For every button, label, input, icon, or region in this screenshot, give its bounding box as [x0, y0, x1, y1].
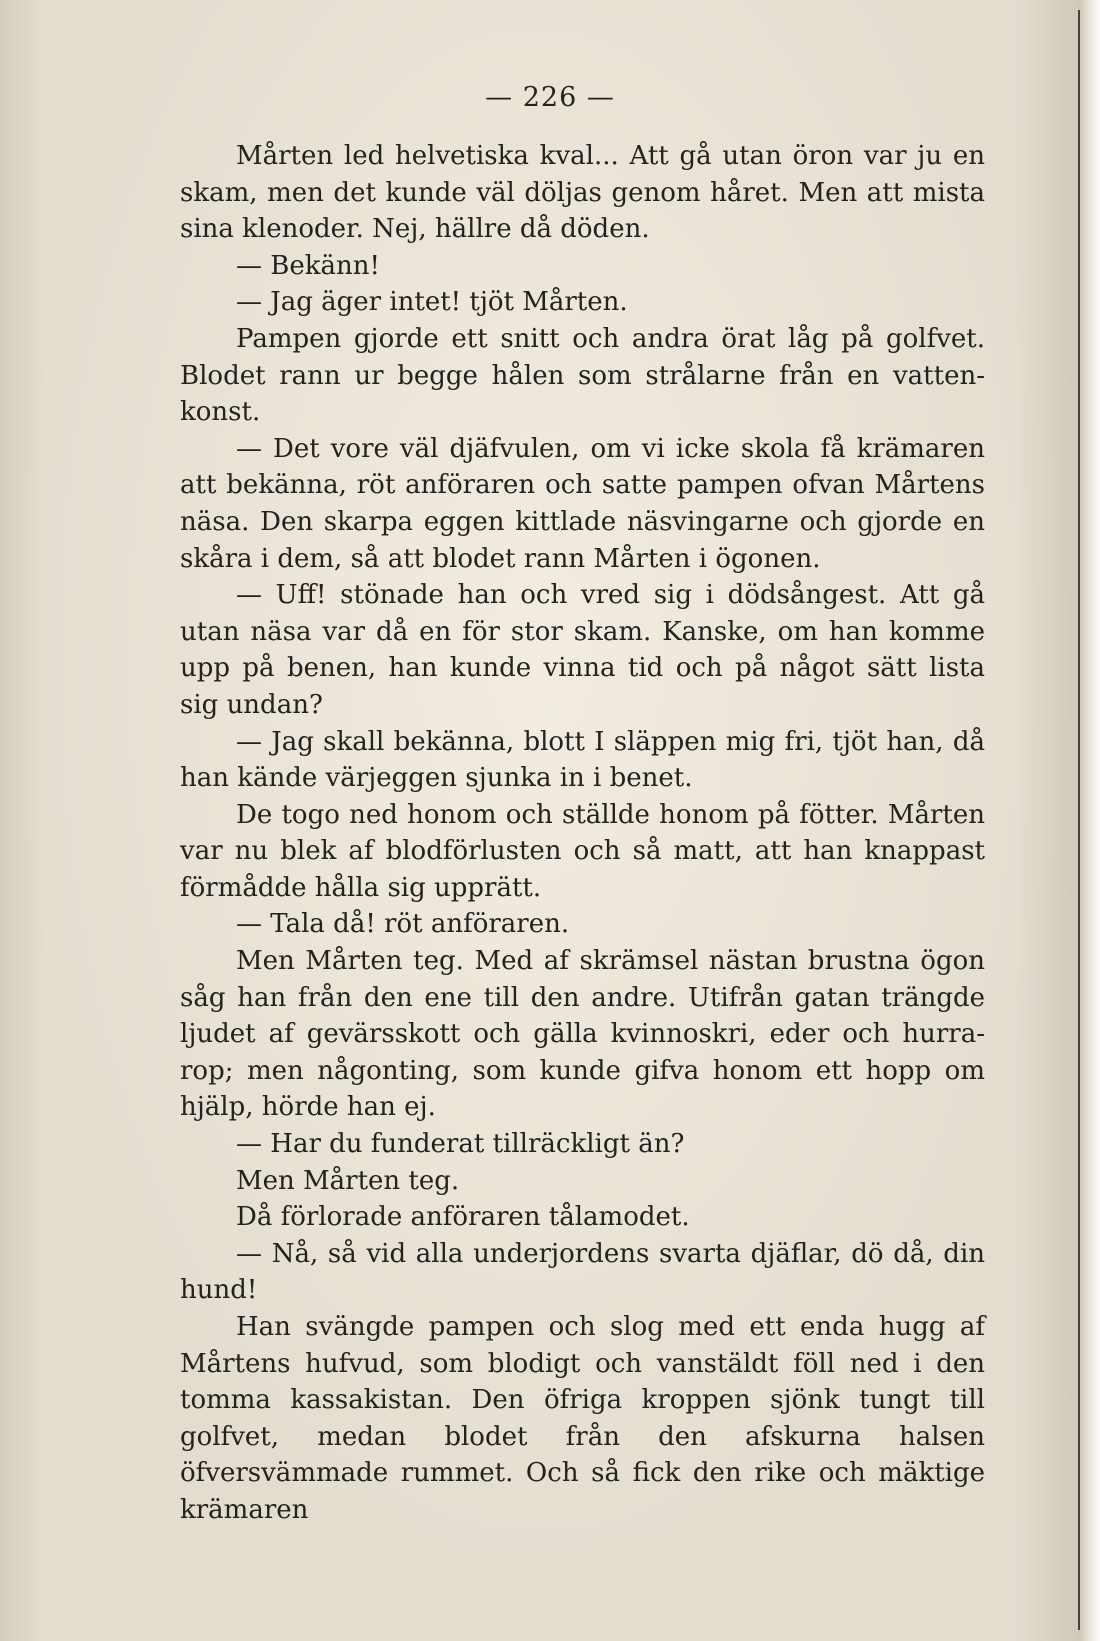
paragraph: — Nå, så vid alla underjordens svarta djäflar, dö då, din hund!	[180, 1238, 985, 1306]
binding-line	[1078, 10, 1080, 1630]
paragraph: — Jag skall bekänna, blott I släppen mig fri, tjöt han, då han kände värjeggen sjunka in i benet.	[180, 726, 985, 794]
body-text	[180, 138, 985, 1529]
paragraph: — Det vore väl djäfvulen, om vi icke skola få krämaren att bekänna, röt anföraren och satte pampen ofvan Mårtens näsa. Den skarpa eggen kittlade näsvingarne och gjorde en skåra i dem, så att blodet rann Mårten i ögonen.	[180, 433, 985, 574]
paragraph: — Jag äger intet! tjöt Mårten.	[236, 287, 628, 318]
paragraph: Pampen gjorde ett snitt och andra örat låg på golfvet. Blodet rann ur begge hålen som strålarne från en vatten-konst.	[180, 323, 985, 428]
paragraph: De togo ned honom och ställde honom på fötter. Mårten var nu blek af blodförlusten och så matt, att han knappast förmådde hålla sig upprätt.	[180, 799, 985, 903]
page-edge	[1080, 0, 1100, 1641]
paragraph: — Har du funderat tillräckligt än?	[236, 1129, 685, 1160]
paragraph: Men Mårten teg. Med af skrämsel nästan brustna ögon såg han från den ene till den andre. Utifrån gatan trängde ljudet af gevärsskott och gälla kvinnoskri, eder och hurra-rop; men någonting, som kunde gifva honom ett hopp om hjälp, hörde han ej.	[180, 946, 985, 1123]
paragraph: — Uff! stönade han och vred sig i dödsångest. Att gå utan näsa var då en för stor skam. Kanske, om han komme upp på benen, han kunde vinna tid och på något sätt lista sig undan?	[180, 580, 985, 720]
paragraph: Då förlorade anföraren tålamodet.	[236, 1202, 690, 1233]
page-number: — 226 —	[485, 82, 615, 113]
paragraph: Mårten led helvetiska kval... Att gå utan öron var ju en skam, men det kunde väl döljas genom håret. Men att mista sina klenoder. Nej, hällre då döden.	[180, 141, 985, 245]
paragraph: — Bekänn!	[236, 250, 380, 281]
paragraph: Han svängde pampen och slog med ett enda hugg af Mårtens hufvud, som blodigt och vanstäldt föll ned i den tomma kassakistan. Den öfriga kroppen sjönk tungt till golfvet, medan blodet från den afskurna halsen öfversvämmade rummet. Och så fick den rike och mäktige krämaren	[180, 1312, 985, 1525]
paragraph: Men Mårten teg.	[236, 1165, 460, 1196]
paragraph: — Tala då! röt anföraren.	[236, 909, 570, 940]
